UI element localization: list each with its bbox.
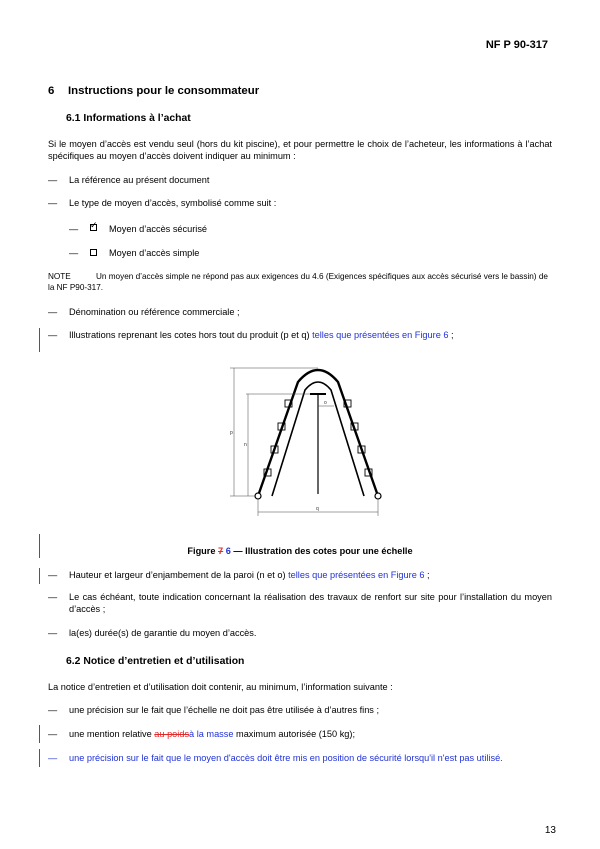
list-item: une précision sur le fait que le moyen d'accès doit être mis en position de sécurité lorsqu'il n'est pas utilisé. [69, 753, 503, 763]
subsection-heading-6-2: 6.2 Notice d’entretien et d’utilisation [66, 656, 245, 667]
sub-list-item: Moyen d’accès sécurisé [109, 224, 208, 234]
label-o: o [324, 400, 327, 406]
checked-box-icon [90, 220, 98, 231]
inserted-text: telles que présentées en Figure 6 [312, 330, 449, 340]
item-text: une mention relative [69, 729, 155, 739]
ladder-dimension-figure [210, 360, 390, 520]
intro-paragraph: La notice d’entretien et d’utilisation doit contenir, au minimum, l’information suivante : [48, 682, 393, 692]
inserted-text: 6 [223, 546, 231, 556]
item-text-end: ; [448, 330, 454, 340]
list-dash: — [48, 175, 58, 185]
label-q: q [316, 506, 319, 512]
note-label: NOTE [48, 272, 71, 281]
item-text-end: ; [424, 570, 430, 580]
list-item [69, 329, 552, 341]
inserted-text: telles que présentées en Figure 6 [288, 570, 425, 580]
list-dash: — [48, 729, 58, 739]
foot-right [375, 493, 381, 499]
note-text: Un moyen d’accès simple ne répond pas aux exigences du 4.6 (Exigences spécifiques aux accès sécurisé vers le bassin) de la NF P90-317. [48, 272, 548, 293]
deleted-text: au poids [154, 729, 190, 739]
intro-paragraph: Si le moyen d’accès est vendu seul (hors du kit piscine), et pour permettre le choix de l’acheteur, les informations à l’achat spécifiques au moyen d’accès doivent indiquer au minimum : [48, 139, 552, 162]
label-n: n [244, 442, 247, 448]
label-p: p [230, 430, 233, 436]
list-dash: — [48, 330, 58, 340]
section-number: 6 [48, 85, 55, 97]
deleted-text: 7 [218, 546, 224, 556]
list-dash: — [48, 705, 58, 715]
change-bar [39, 328, 40, 352]
list-item: Le type de moyen d’accès, symbolisé comme suit : [69, 198, 277, 208]
list-item: une précision sur le fait que l’échelle ne doit pas être utilisée à d’autres fins ; [69, 705, 380, 715]
item-text: Hauteur et largeur d’enjambement de la paroi (n et o) [69, 570, 289, 580]
subsection-heading-6-1: 6.1 Informations à l’achat [66, 113, 191, 124]
list-item: Dénomination ou référence commerciale ; [69, 307, 240, 317]
list-item: La référence au présent document [69, 175, 210, 185]
list-dash: — [48, 628, 58, 638]
list-item: Le cas échéant, toute indication concernant la réalisation des travaux de renfort sur site pour l’installation du moyen d’accès ; [69, 592, 552, 615]
caption-title: — Illustration des cotes pour une échelle [230, 546, 413, 556]
empty-box-icon [90, 249, 97, 256]
page-number: 13 [544, 825, 556, 836]
section-title: Instructions pour le consommateur [68, 85, 260, 97]
checkmark-icon: ✓ [90, 220, 98, 230]
list-dash: — [48, 753, 58, 763]
sub-list-dash: — [69, 224, 79, 234]
section-heading-6 [48, 84, 259, 99]
figure-caption [0, 545, 600, 557]
list-dash: — [48, 592, 58, 602]
change-bar [39, 568, 40, 584]
note-paragraph [48, 271, 554, 293]
list-item [69, 728, 552, 740]
change-bar [39, 749, 40, 767]
change-bar [39, 725, 40, 743]
item-text-end: maximum autorisée (150 kg); [233, 729, 356, 739]
caption-prefix: Figure [187, 546, 219, 556]
item-text: Illustrations reprenant les cotes hors tout du produit (p et q) [69, 330, 313, 340]
document-reference: NF P 90-317 [485, 39, 548, 51]
sub-list-item: Moyen d’accès simple [109, 248, 200, 258]
list-dash: — [48, 198, 58, 208]
list-item [69, 569, 552, 581]
sub-list-dash: — [69, 248, 79, 258]
list-dash: — [48, 570, 58, 580]
inserted-text: à la masse [189, 729, 234, 739]
list-item: la(es) durée(s) de garantie du moyen d’accès. [69, 628, 257, 638]
list-dash: — [48, 307, 58, 317]
